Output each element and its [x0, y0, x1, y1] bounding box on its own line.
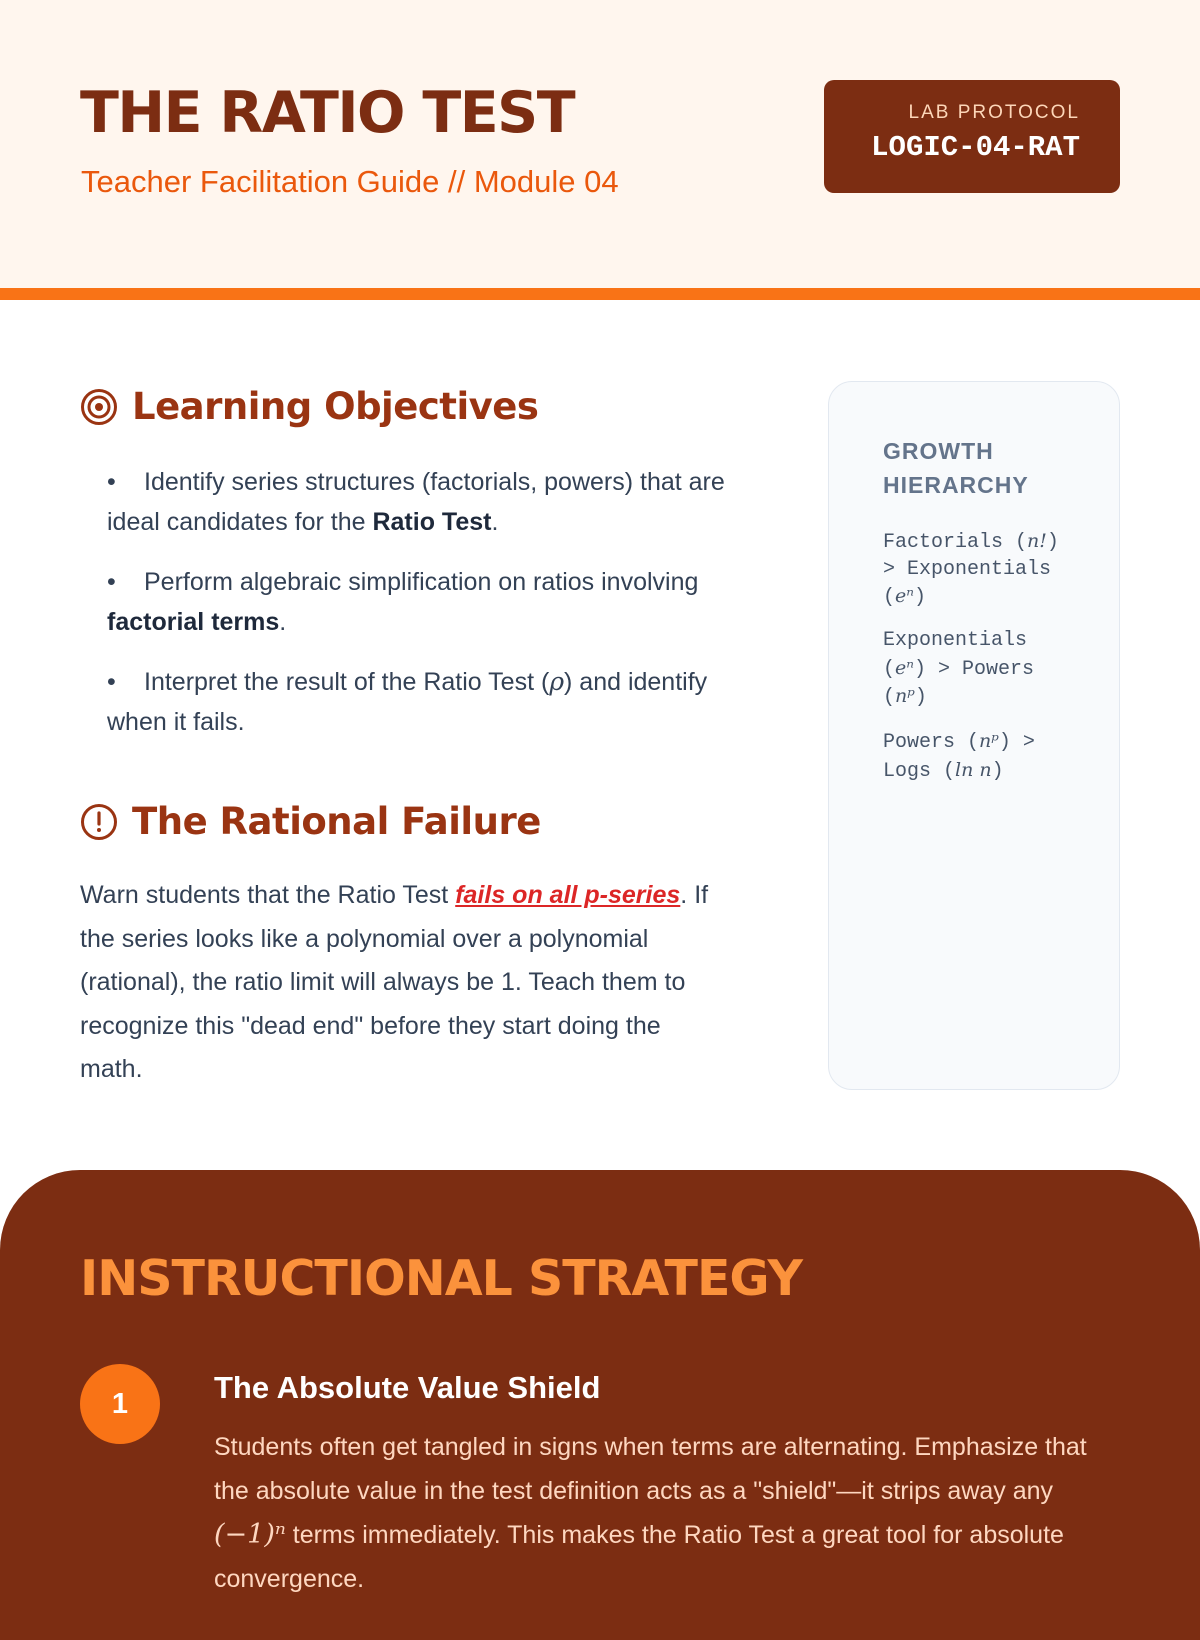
hierarchy-item: Powers (nᵖ) > Logs (ln n): [883, 730, 1035, 783]
growth-hierarchy-card: [828, 381, 1120, 1090]
strategy-section: [0, 1170, 1200, 1640]
protocol-label: LAB PROTOCOL: [908, 102, 1080, 123]
hierarchy-item: Factorials (n!) > Exponentials (eⁿ): [883, 530, 1059, 609]
hierarchy-item: Exponentials (eⁿ) > Powers (nᵖ): [883, 629, 1034, 709]
objectives-heading: [80, 385, 538, 428]
failure-heading: [80, 800, 541, 843]
protocol-badge: [824, 80, 1120, 193]
target-icon: [80, 388, 118, 426]
page-title: THE RATIO TEST: [80, 80, 575, 146]
list-item: • Identify series structures (factorials, powers) that are ideal candidates for the Ratio Test.: [107, 468, 725, 536]
step-description: Students often get tangled in signs when terms are alternating. Emphasize that the absolute value in the test definition acts as a "shield"—it strips away any (−1)ⁿ terms immediately. This makes the Ratio Test a great tool for absolute convergence.: [214, 1433, 1087, 1593]
protocol-code: LOGIC-04-RAT: [871, 131, 1080, 164]
failure-emphasis: fails on all p-series: [455, 881, 681, 909]
list-item: • Interpret the result of the Ratio Test (ρ) and identify when it fails.: [107, 667, 708, 736]
step-number-badge: 1: [80, 1364, 160, 1444]
card-title: GROWTH HIERARCHY: [883, 438, 1029, 498]
objectives-heading-text: Learning Objectives: [132, 385, 539, 428]
header-divider: [0, 288, 1200, 300]
list-item: • Perform algebraic simplification on ratios involving factorial terms.: [107, 568, 699, 636]
objectives-list: [107, 462, 737, 762]
strategy-title: INSTRUCTIONAL STRATEGY: [80, 1250, 803, 1307]
alert-circle-icon: [80, 803, 118, 841]
failure-paragraph: Warn students that the Ratio Test fails on all p-series. If the series looks like a polynomial over a polynomial (rational), the ratio limit will always be 1. Teach them to recognize this "dead end" before they start doing the math.: [80, 881, 709, 1083]
page-header: [0, 0, 1200, 288]
step-title: The Absolute Value Shield: [214, 1370, 601, 1405]
page-subtitle: Teacher Facilitation Guide // Module 04: [81, 164, 619, 199]
failure-heading-text: The Rational Failure: [132, 800, 541, 843]
